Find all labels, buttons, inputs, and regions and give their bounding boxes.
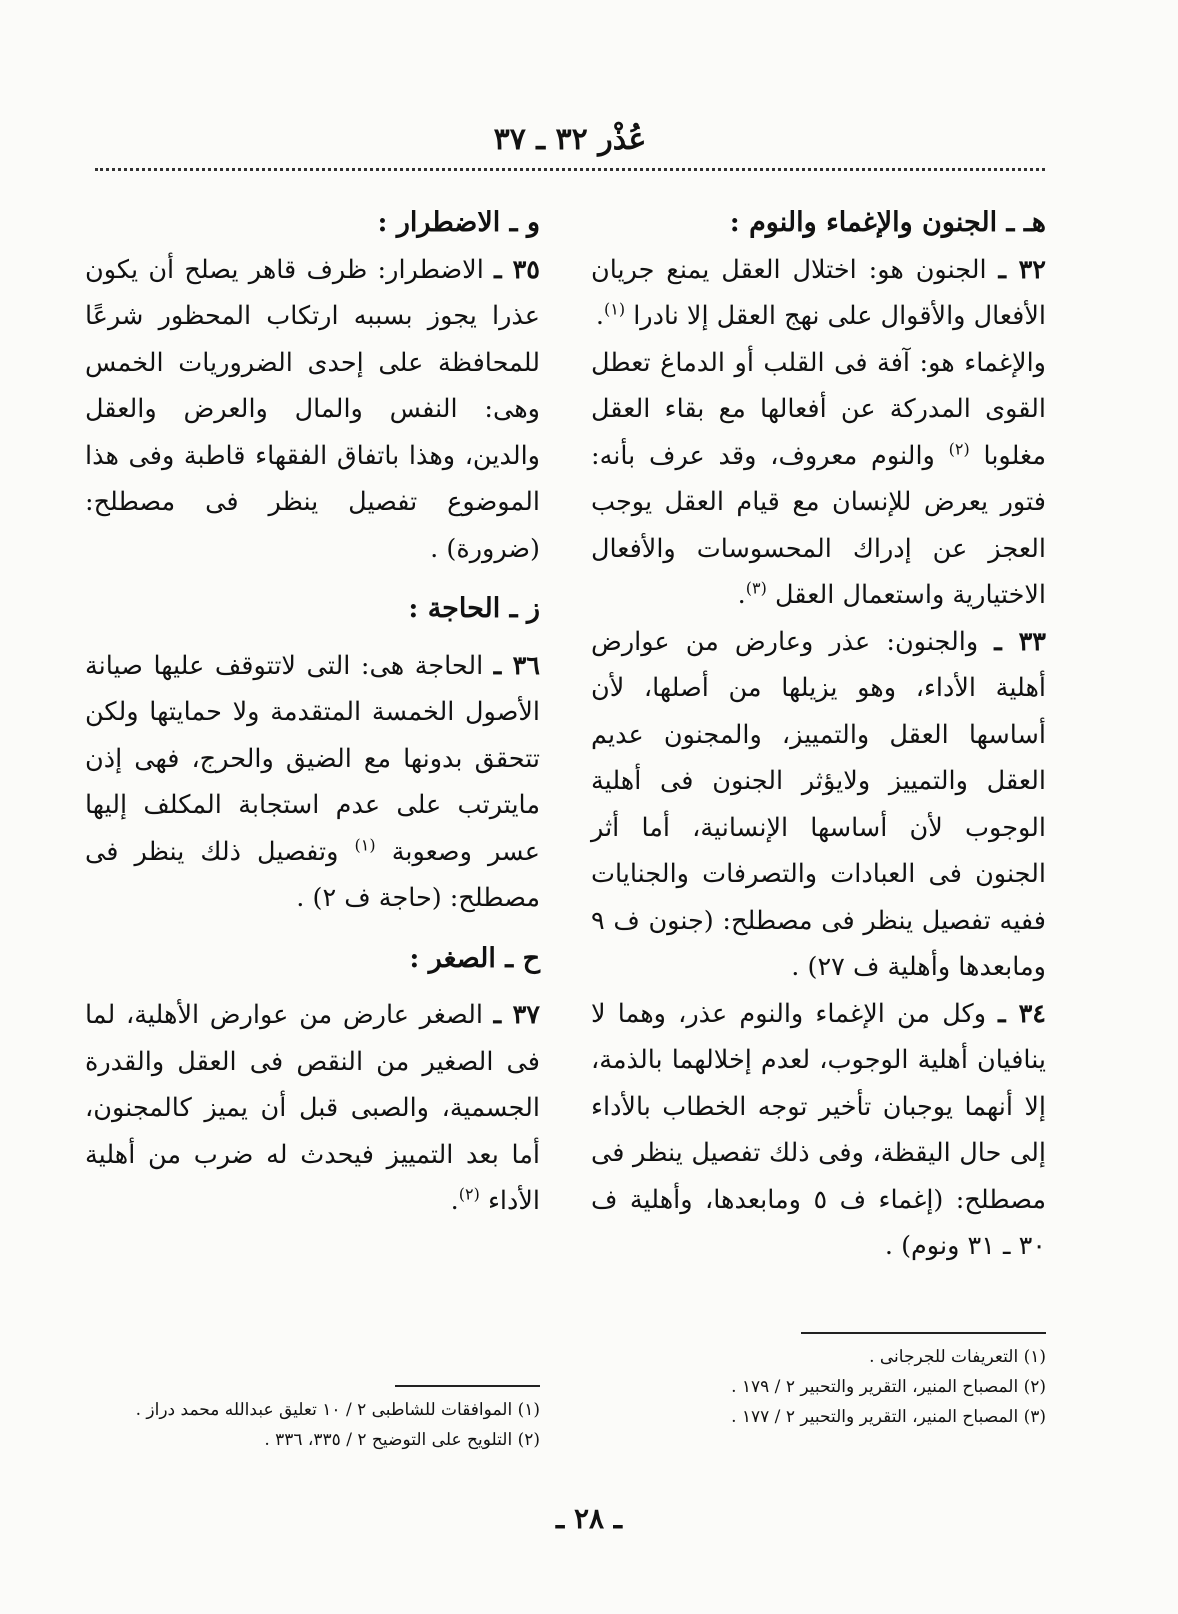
paragraph-34 — [591, 991, 1046, 1270]
page-number: ـ ٢٨ ـ — [556, 1502, 622, 1535]
paragraph-35 — [85, 247, 540, 573]
footnotes-left — [80, 1395, 540, 1455]
paragraph-37 — [85, 992, 540, 1225]
punctuation: . — [595, 301, 604, 331]
paragraph-text: الصغر عارض من عوارض الأهلية، لما فى الصغير من النقص فى العقل والقدرة الجسمية، والصبى قبل أن يميز كالمجنون، أما بعد التمييز فيحدث له ضرب من أهلية الأداء — [85, 1000, 540, 1216]
paragraph-number: ٣٦ ـ — [493, 650, 540, 681]
paragraph-text: الجنون هو: اختلال العقل يمنع جريان الأفعال والأقوال على نهج العقل إلا نادرا — [591, 254, 1046, 331]
paragraph-number: ٣٤ ـ — [998, 998, 1046, 1029]
paragraph-33 — [591, 619, 1046, 991]
paragraph-32 — [591, 247, 1046, 340]
footnote-ref[interactable]: (١) — [354, 835, 376, 854]
header-dotted-rule — [95, 168, 1045, 171]
footnote: (٣) المصباح المنير، التقرير والتحبير ٢ / ١٧٧ . — [731, 1407, 1046, 1427]
heading-necessity: و ـ الاضطرار : — [377, 207, 540, 238]
punctuation: . — [737, 580, 746, 610]
paragraph-text: والجنون: عذر وعارض من عوارض أهلية الأداء، وهو يزيلها من أصلها، لأن أساسها العقل والتمييز، والمجنون عديم العقل والتمييز ولايؤثر الجنون فى أهلية الوجوب لأن أساسها الإنسانية، أما أثر الجنون فى العبادات والتصرفات والجنايات ففيه تفصيل ينظر فى مصطلح: (جنون ف ٩ ومابعدها وأهلية ف ٢٧) . — [591, 626, 1046, 982]
paragraph-text: الاضطرار: ظرف قاهر يصلح أن يكون عذرا يجوز بسببه ارتكاب المحظور شرعًا للمحافظة على إحدى الضروريات الخمس وهى: النفس والمال والعرض والعقل والدين، وهذا باتفاق الفقهاء قاطبة وفى هذا الموضوع تفصيل ينظر فى مصطلح: (ضرورة) . — [85, 254, 540, 564]
footnote-ref[interactable]: (١) — [603, 299, 626, 319]
right-column — [591, 200, 1046, 1270]
paragraph-text: وكل من الإغماء والنوم عذر، وهما لا ينافيان أهلية الوجوب، لعدم إخلالهما بالذمة، إلا أنهما يوجبان تأخير توجه الخطاب بالأداء إلى حال اليقظة، وفى ذلك تفصيل ينظر فى مصطلح: (إغماء ف ٥ ومابعدها، وأهلية ف ٣٠ ـ ٣١ ونوم) . — [591, 998, 1046, 1261]
left-column — [85, 200, 540, 1225]
paragraph-text: والنوم معروف، وقد عرف بأنه: فتور يعرض للإنسان مع قيام العقل يوجب العجز عن إدراك المحسوسات والأفعال الاختيارية واستعمال العقل — [591, 440, 1046, 610]
footnotes-right — [591, 1342, 1046, 1432]
footnote-ref[interactable]: (٢) — [458, 1184, 480, 1204]
paragraph-number: ٣٧ ـ — [493, 1000, 540, 1030]
running-head: عُذْر ٣٢ ـ ٣٧ — [493, 122, 647, 157]
paragraph-number: ٣٣ ـ — [994, 626, 1046, 657]
paragraph-text: والإغماء هو: آفة فى القلب أو الدماغ تعطل القوى المدركة عن أفعالها مع بقاء العقل مغلوبا — [591, 347, 1046, 471]
footnote: (١) الموافقات للشاطبى ٢ / ١٠ تعليق عبدالله محمد دراز . — [135, 1400, 540, 1420]
footnote-ref[interactable]: (٣) — [745, 578, 767, 598]
heading-minority: ح ـ الصغر : — [409, 942, 540, 974]
paragraph-text: الحاجة هى: التى لاتتوقف عليها صيانة الأصول الخمسة المتقدمة ولا حمايتها ولكن تتحقق بدونها مع الضيق والحرج، فهى إذن مايترتب على عدم استجابة المكلف إليها عسر وصعوبة — [85, 650, 540, 867]
footnote-rule-right — [801, 1332, 1046, 1334]
heading-madness-fainting-sleep: هـ ـ الجنون والإغماء والنوم : — [729, 207, 1046, 238]
paragraph-36 — [85, 643, 540, 922]
footnote-ref[interactable]: (٢) — [948, 439, 970, 458]
paragraph-32-continued — [591, 340, 1046, 619]
paragraph-number: ٣٢ ـ — [998, 254, 1046, 285]
footnote: (٢) التلويح على التوضيح ٢ / ٣٣٥، ٣٣٦ . — [264, 1430, 540, 1450]
footnote: (١) التعريفات للجرجانى . — [869, 1347, 1046, 1367]
footnote: (٢) المصباح المنير، التقرير والتحبير ٢ / ١٧٩ . — [731, 1377, 1046, 1397]
paragraph-number: ٣٥ ـ — [494, 254, 540, 285]
footnote-rule-left — [395, 1385, 540, 1387]
paragraph-text: وتفصيل ذلك ينظر فى مصطلح: (حاجة ف ٢) . — [85, 836, 540, 913]
heading-need: ز ـ الحاجة : — [408, 593, 540, 624]
punctuation: . — [450, 1186, 459, 1216]
